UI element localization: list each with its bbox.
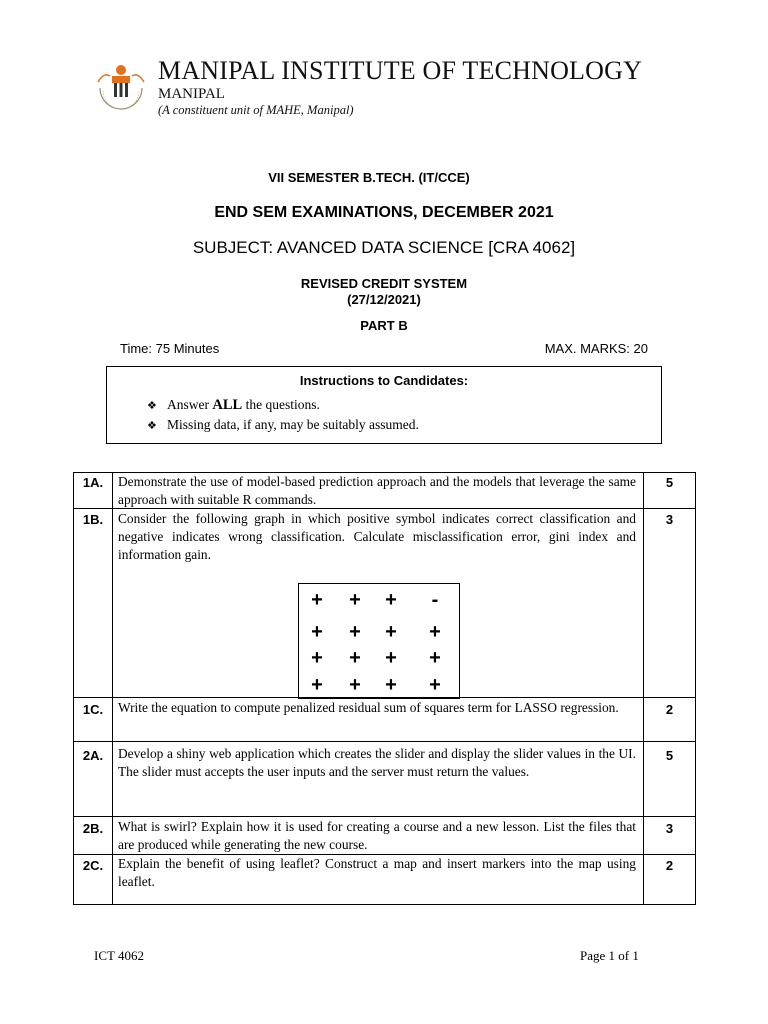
part-label: PART B	[360, 318, 408, 333]
exam-title: END SEM EXAMINATIONS, DECEMBER 2021	[214, 204, 554, 221]
grid-symbol: -	[431, 589, 439, 611]
institute-city: MANIPAL	[158, 86, 225, 102]
question-text: Explain the benefit of using leaflet? Construct a map and insert markers into the map using leaflet.	[118, 856, 636, 889]
classification-grid	[298, 583, 460, 699]
question-marks: 5	[665, 475, 674, 490]
exam-date: (27/12/2021)	[347, 292, 421, 307]
question-number: 2A.	[82, 748, 104, 763]
question-text: Demonstrate the use of model-based prediction approach and the models that leverage the same approach with suitable R commands.	[118, 474, 636, 507]
grid-symbol: +	[385, 589, 397, 611]
instruction-text: Missing data, if any, may be suitably assumed.	[167, 417, 419, 432]
question-marks: 3	[665, 512, 674, 527]
instruction-emphasis: ALL	[212, 397, 243, 413]
semester-line: VII SEMESTER B.TECH. (IT/CCE)	[268, 170, 470, 185]
grid-symbol: +	[429, 647, 441, 669]
question-text: Consider the following graph in which positive symbol indicates correct classification and negative indicates wrong classification. Calculate misclassification error, gini index and information gain.	[118, 511, 636, 562]
credit-system: REVISED CREDIT SYSTEM	[300, 276, 468, 291]
diamond-bullet-icon: ❖	[147, 400, 157, 412]
question-number: 1B.	[82, 512, 104, 527]
grid-symbol: +	[349, 621, 361, 643]
subject-line: SUBJECT: AVANCED DATA SCIENCE [CRA 4062]	[192, 238, 576, 257]
instructions-box	[106, 366, 662, 444]
question-text: What is swirl? Explain how it is used for creating a course and a new lesson. List the files that are produced while generating the new course.	[118, 819, 636, 852]
diamond-bullet-icon: ❖	[147, 420, 157, 432]
grid-symbol: +	[385, 621, 397, 643]
grid-symbol: +	[311, 674, 323, 696]
question-text: Write the equation to compute penalized residual sum of squares term for LASSO regression.	[118, 700, 619, 715]
question-number: 2C.	[82, 858, 104, 873]
question-marks: 5	[665, 748, 674, 763]
grid-symbol: +	[429, 621, 441, 643]
instruction-text: Answer	[167, 397, 213, 412]
grid-symbol: +	[311, 647, 323, 669]
grid-symbol: +	[385, 674, 397, 696]
manipal-logo-icon	[94, 58, 148, 116]
footer-course-code: ICT 4062	[94, 948, 144, 963]
grid-symbol: +	[349, 674, 361, 696]
question-text: Develop a shiny web application which creates the slider and display the slider values in the UI. The slider must accepts the user inputs and the server must return the values.	[118, 746, 636, 779]
grid-symbol: +	[349, 647, 361, 669]
grid-symbol: +	[349, 589, 361, 611]
grid-symbol: +	[429, 674, 441, 696]
institute-header	[90, 54, 680, 124]
question-number: 2B.	[82, 821, 104, 836]
question-number: 1A.	[82, 475, 104, 490]
grid-symbol: +	[385, 647, 397, 669]
instruction-item	[147, 417, 419, 433]
question-number: 1C.	[82, 702, 104, 717]
institute-subtitle: (A constituent unit of MAHE, Manipal)	[158, 103, 354, 117]
question-table	[73, 472, 696, 905]
instruction-text: the questions.	[242, 397, 320, 412]
question-marks: 3	[665, 821, 674, 836]
grid-symbol: +	[311, 589, 323, 611]
question-marks: 2	[665, 858, 674, 873]
question-marks: 2	[665, 702, 674, 717]
footer-page-number: Page 1 of 1	[580, 948, 639, 963]
instruction-item	[147, 397, 320, 414]
institute-name: MANIPAL INSTITUTE OF TECHNOLOGY	[158, 56, 643, 85]
grid-symbol: +	[311, 621, 323, 643]
instructions-title: Instructions to Candidates:	[299, 373, 469, 388]
time-allowed: Time: 75 Minutes	[120, 341, 220, 356]
max-marks: MAX. MARKS: 20	[544, 341, 648, 356]
